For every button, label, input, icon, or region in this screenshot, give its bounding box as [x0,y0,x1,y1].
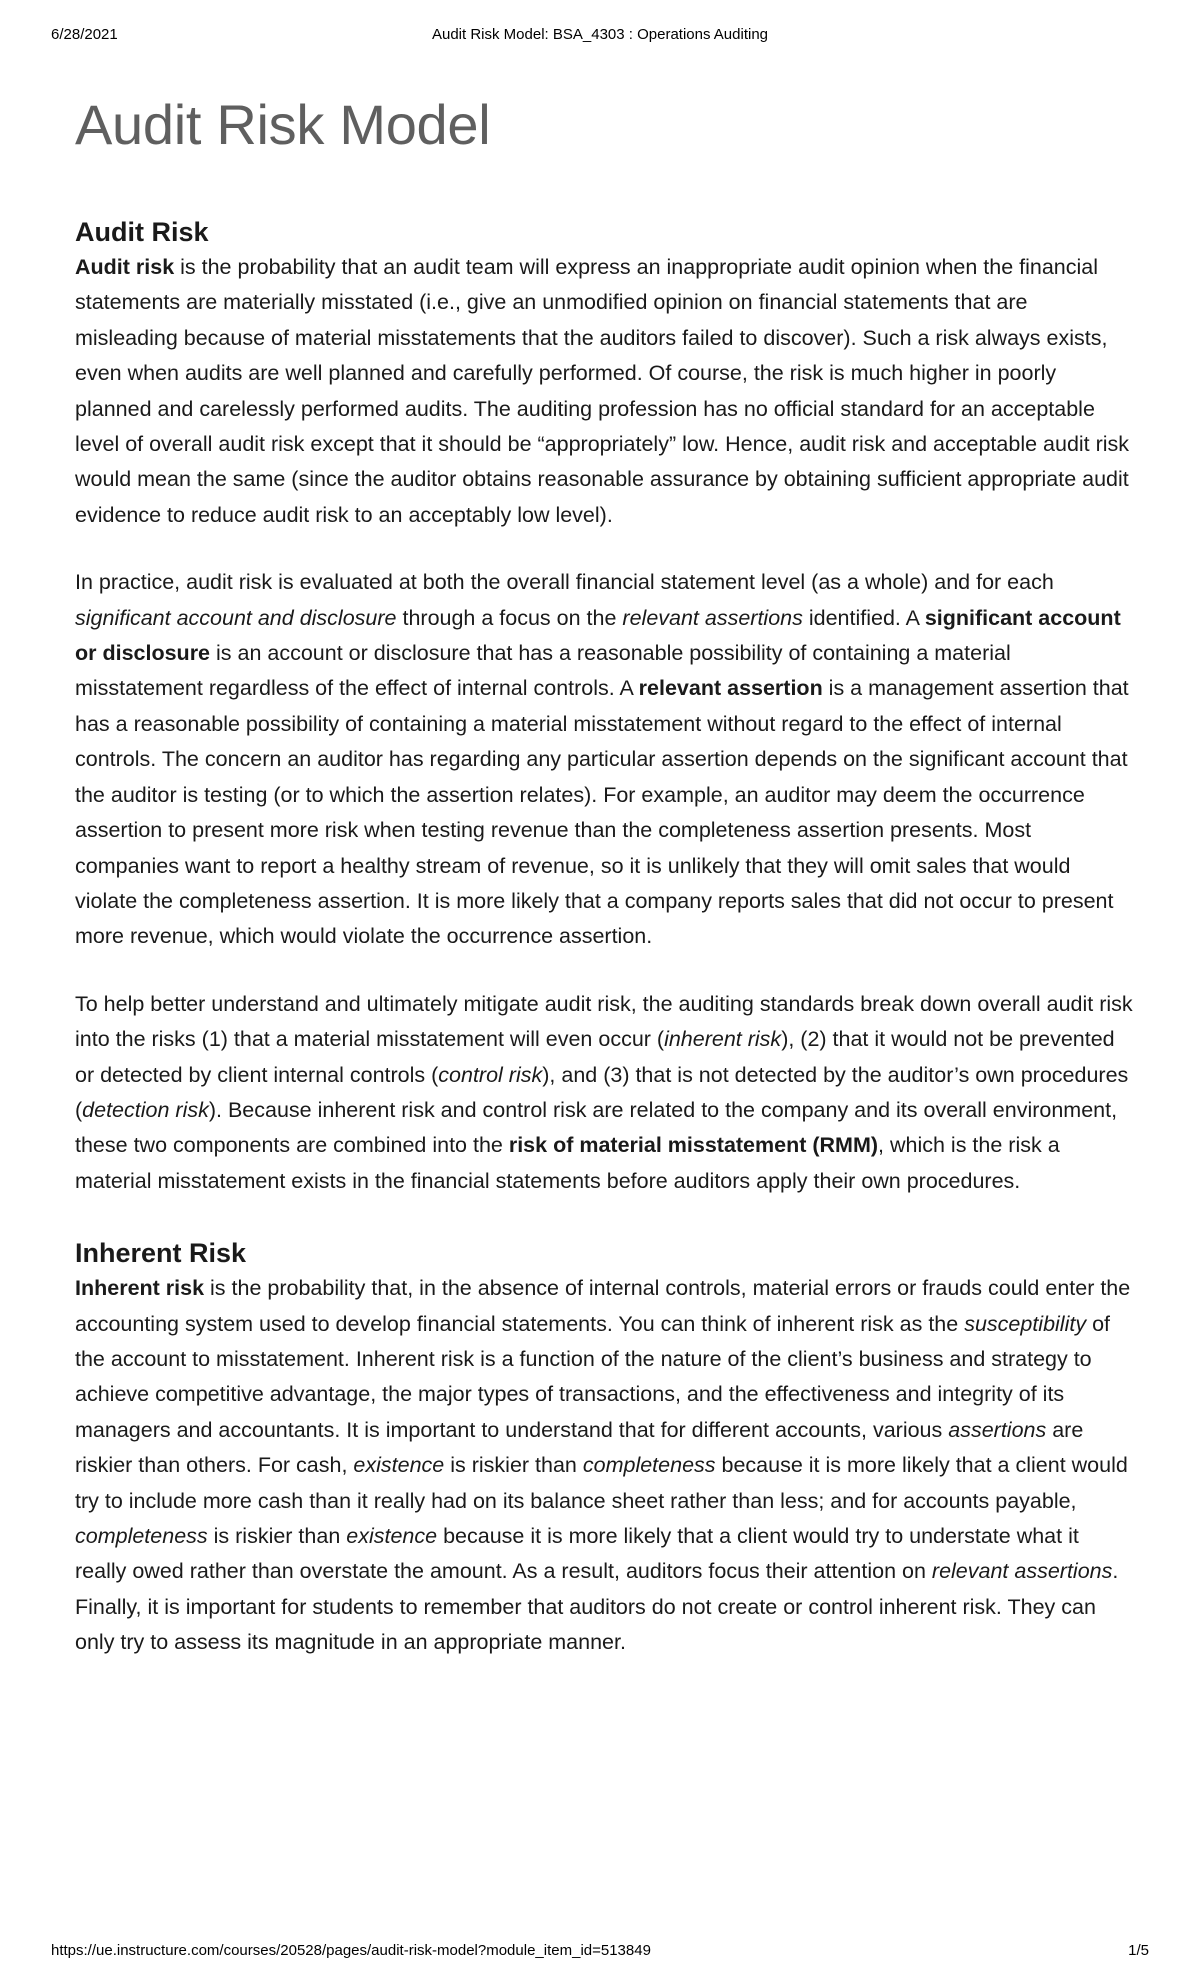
print-date: 6/28/2021 [51,26,118,43]
inherent-risk-paragraph-1: Inherent risk is the probability that, in the absence of internal controls, material errors or frauds could enter the accounting system used to develop financial statements. You can think of inherent risk as the susceptibility of the account to misstatement. Inherent risk is a function of the nature of the client’s business and strategy to achieve competitive advantage, the major types of transactions, and the effectiveness and integrity of its managers and accountants. It is important to understand that for different accounts, various assertions are riskier than others. For cash, existence is riskier than completeness because it is more likely that a client would try to include more cash than it really had on its balance sheet rather than less; and for accounts payable, completeness is riskier than existence because it is more likely that a client would try to understate what it really owed rather than overstate the amount. As a result, auditors focus their attention on relevant assertions. Finally, it is important for students to remember that auditors do not create or control inherent risk. They can only try to assess its magnitude in an appropriate manner. [75,1276,1131,1655]
emphasis-completeness: completeness [582,1453,716,1478]
emphasis-relevant-assertions-2: relevant assertions [931,1559,1113,1584]
print-footer [51,1942,1149,1962]
emphasis-inherent-risk: inherent risk [664,1027,782,1052]
term-inherent-risk: Inherent risk [75,1276,205,1301]
emphasis-existence-2: existence [346,1524,438,1548]
page-number: 1/5 [1128,1942,1149,1959]
page-content [75,88,1135,1661]
emphasis-relevant-assertions: relevant assertions [622,605,803,630]
emphasis-existence: existence [353,1453,445,1478]
term-audit-risk: Audit risk [75,255,175,279]
inherent-risk-section [75,1235,1135,1660]
emphasis-susceptibility: susceptibility [964,1311,1087,1336]
audit-risk-paragraph-1: Audit risk is the probability that an audit team will express an inappropriate audit opinion when the financial statements are materially misstated (i.e., give an unmodified opinion on financial statements that are misleading because of material misstatements that the auditors failed to discover). Such a risk always exists, even when audits are well planned and carefully performed. Of course, the risk is much higher in poorly planned and carelessly performed audits. The auditing profession has no official standard for an acceptable level of overall audit risk except that it should be “appropriately” low. Hence, audit risk and acceptable audit risk would mean the same (since the auditor obtains reasonable assurance by obtaining sufficient appropriate audit evidence to reduce audit risk to an acceptably low level). [75,255,1130,527]
print-url[interactable]: https://ue.instructure.com/courses/20528/pages/audit-risk-model?module_item_id=513849 [51,1942,651,1959]
audit-risk-paragraph-3: To help better understand and ultimately mitigate audit risk, the auditing standards break down overall audit risk into the risks (1) that a material misstatement will even occur (inherent risk), (2) that it would not be prevented or detected by client internal controls (control risk), and (3) that is not detected by the auditor’s own procedures (detection risk). Because inherent risk and control risk are related to the company and its overall environment, these two components are combined into the risk of material misstatement (RMM), which is the risk a material misstatement exists in the financial statements before auditors apply their own procedures. [75,991,1133,1193]
inherent-risk-heading: Inherent Risk [75,1238,247,1269]
audit-risk-paragraph-2: In practice, audit risk is evaluated at both the overall financial statement level (as a whole) and for each significant account and disclosure through a focus on the relevant assertions identified. A significant account or disclosure is an account or disclosure that has a reasonable possibility of containing a material misstatement regardless of the effect of internal controls. A relevant assertion is a management assertion that has a reasonable possibility of containing a material misstatement without regard to the effect of internal controls. The concern an auditor has regarding any particular assertion depends on the significant account that the auditor is testing (or to which the assertion relates). For example, an auditor may deem the occurrence assertion to present more risk when testing revenue than the completeness assertion presents. Most companies want to report a healthy stream of revenue, so it is unlikely that they will omit sales that would violate the completeness assertion. It is more likely that a company reports sales that did not occur to present more revenue, which would violate the occurrence assertion. [75,570,1129,949]
audit-risk-heading: Audit Risk [75,217,209,247]
audit-risk-section [75,214,1135,1199]
term-rmm: risk of material misstatement (RMM) [508,1133,879,1158]
emphasis-significant-account: significant account and disclosure [75,605,397,630]
page-title: Audit Risk Model [75,93,491,156]
emphasis-detection-risk: detection risk [82,1097,209,1122]
emphasis-assertions: assertions [948,1417,1047,1442]
term-relevant-assertion: relevant assertion [638,676,823,701]
print-page-title: Audit Risk Model: BSA_4303 : Operations Auditing [431,26,769,43]
emphasis-control-risk: control risk [438,1062,543,1087]
print-header [51,26,1149,46]
emphasis-completeness-2: completeness [75,1524,208,1548]
term-significant-account: significant account or disclosure [75,605,1121,666]
